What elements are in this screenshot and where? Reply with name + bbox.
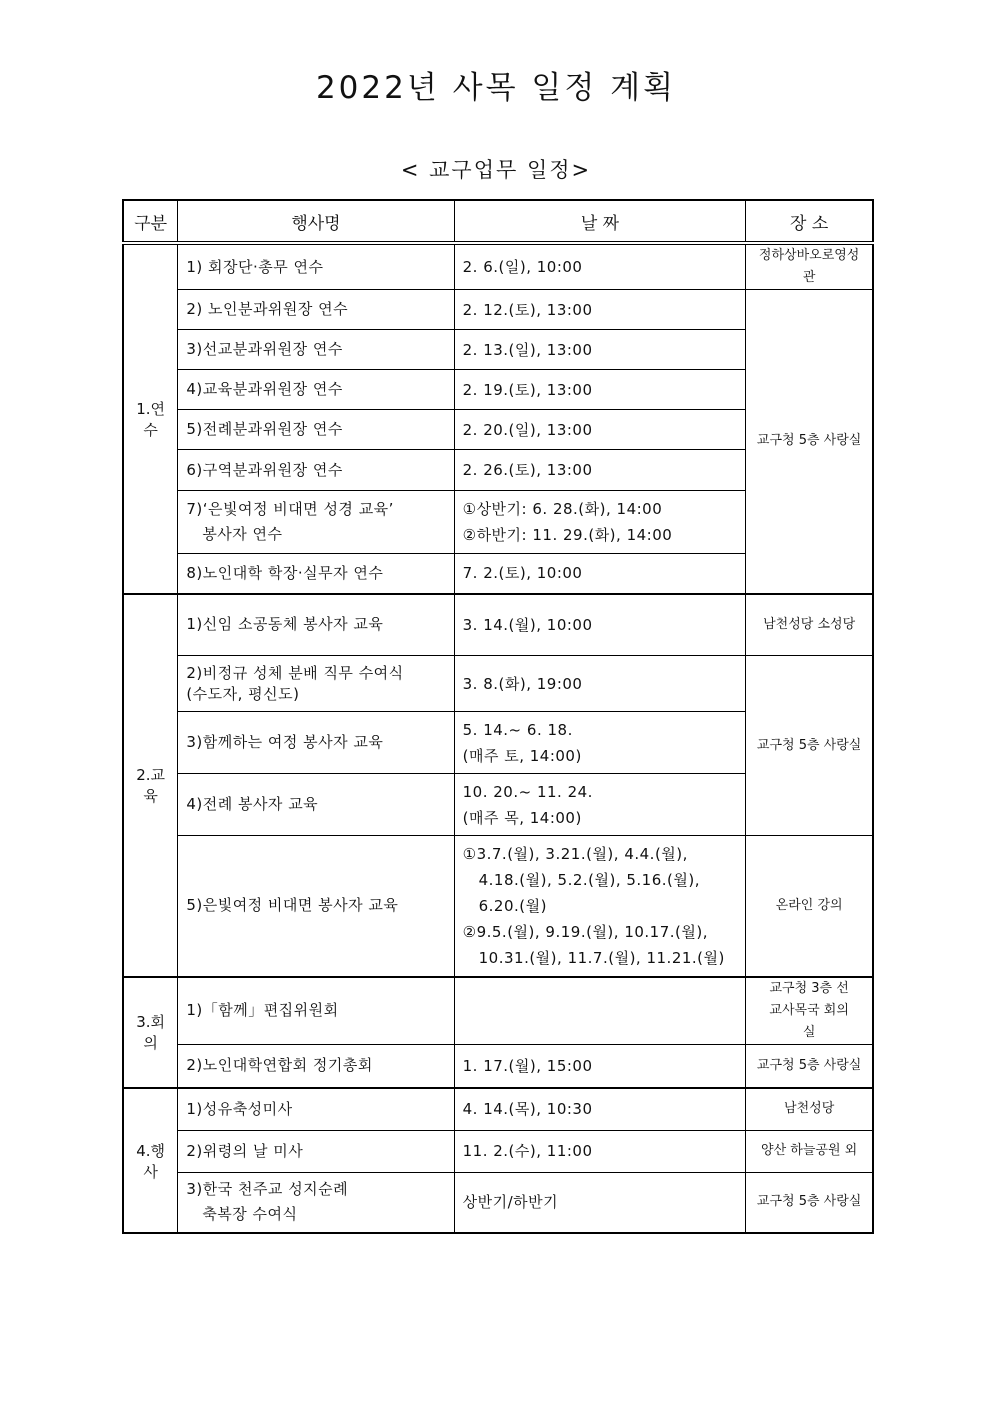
event-name: 4)교육분과위원장 연수: [186, 380, 343, 398]
event-name: 3)함께하는 여정 봉사자 교육: [186, 733, 384, 751]
date-cell: [454, 370, 746, 410]
event-name: 3)한국 천주교 성지순례: [186, 1180, 349, 1199]
page-title: 2022년 사목 일정 계획: [315, 70, 677, 106]
event-name-continued: 축복장 수여식: [202, 1205, 298, 1224]
event-name: 1)신임 소공동체 봉사자 교육: [186, 615, 384, 634]
section-subtitle: < 교구업무 일정>: [400, 158, 592, 182]
event-name: 2)비정규 성체 분배 직무 수여식: [186, 663, 404, 682]
event-name: 4)전례 봉사자 교육: [186, 795, 319, 813]
date-cell: [454, 450, 746, 491]
event-name-cell: [178, 977, 454, 1045]
event-name: 2)위령의 날 미사: [186, 1141, 304, 1160]
date-cell: [454, 977, 746, 1045]
table-row: [123, 594, 873, 656]
place-cell: 교구청 5층 사랑실: [746, 656, 873, 836]
date-cell: [454, 656, 746, 712]
event-name-cell: [178, 656, 454, 712]
event-date: 2. 6.(일), 10:00: [462, 258, 583, 276]
header-event-name: 행사명: [178, 200, 454, 243]
event-date: 2. 26.(토), 13:00: [462, 461, 593, 479]
table-row: [123, 656, 873, 712]
event-name-cell: [178, 594, 454, 656]
date-cell: [454, 1130, 746, 1172]
event-name: 5)은빛여정 비대면 봉사자 교육: [186, 896, 399, 915]
event-name: 7)‘은빛여정 비대면 성경 교육’: [186, 500, 394, 518]
event-date: (매주 토, 14:00): [462, 746, 582, 765]
event-name-cell: [178, 290, 454, 330]
section-events: [123, 1088, 873, 1233]
event-name: 1) 회장단·총무 연수: [186, 257, 324, 276]
event-name: 1)성유축성미사: [186, 1099, 293, 1118]
date-cell: [454, 243, 746, 290]
event-name-cell: [178, 1088, 454, 1130]
place-cell: 양산 하늘공원 외: [746, 1130, 873, 1172]
table-row: [123, 1172, 873, 1233]
date-cell: [454, 836, 746, 977]
date-cell: [454, 774, 746, 836]
date-cell: [454, 410, 746, 450]
event-name-cell: [178, 1172, 454, 1233]
event-date: 상반기/하반기: [462, 1193, 559, 1212]
date-cell: [454, 554, 746, 594]
category-cell: 1.연수: [123, 243, 178, 594]
header-date: 날 짜: [454, 200, 746, 243]
event-date: ②9.5.(월), 9.19.(월), 10.17.(월),: [462, 922, 708, 941]
section-meeting: [123, 977, 873, 1089]
section-education: [123, 594, 873, 977]
place-cell: 남천성당 소성당: [746, 594, 873, 656]
date-cell: [454, 594, 746, 656]
place-cell: 온라인 강의: [746, 836, 873, 977]
table-row: [123, 977, 873, 1045]
event-name-cell: [178, 491, 454, 554]
place-cell: 교구청 5층 사랑실: [746, 1172, 873, 1233]
place-cell: 교구청 5층 사랑실: [746, 1044, 873, 1088]
table-row: [123, 1130, 873, 1172]
event-date: 10. 20.~ 11. 24.: [462, 782, 593, 801]
event-name-cell: [178, 712, 454, 774]
event-date: 11. 2.(수), 11:00: [462, 1142, 593, 1160]
place-cell: 정하상바오로영성관: [746, 243, 873, 290]
event-date: 1. 17.(월), 15:00: [462, 1056, 593, 1075]
event-date: ①3.7.(월), 3.21.(월), 4.4.(월),: [462, 844, 688, 863]
category-cell: 4.행사: [123, 1088, 178, 1233]
event-name: 8)노인대학 학장·실무자 연수: [186, 563, 384, 582]
event-name: 5)전례분과위원장 연수: [186, 420, 343, 438]
event-name-cell: [178, 370, 454, 410]
table-header-row: [123, 200, 873, 243]
event-date: 3. 8.(화), 19:00: [462, 674, 583, 693]
event-name-cell: [178, 410, 454, 450]
place-text: 교구청 3층 선교사목국 회의실: [769, 980, 849, 1040]
table-row: [123, 1088, 873, 1130]
section-training: [123, 243, 873, 594]
event-date: 10.31.(월), 11.7.(월), 11.21.(월): [478, 948, 725, 967]
event-name-cell: [178, 330, 454, 370]
table-row: [123, 1044, 873, 1088]
table-row: [123, 836, 873, 977]
date-cell: [454, 330, 746, 370]
date-cell: [454, 491, 746, 554]
event-name-cell: [178, 450, 454, 491]
date-cell: [454, 1172, 746, 1233]
event-name-cell: [178, 1130, 454, 1172]
event-name-cell: [178, 774, 454, 836]
event-date: 5. 14.~ 6. 18.: [462, 720, 573, 739]
event-name-cell: [178, 243, 454, 290]
event-date: ②하반기: 11. 29.(화), 14:00: [462, 526, 673, 544]
event-name-cell: [178, 836, 454, 977]
date-cell: [454, 712, 746, 774]
date-cell: [454, 290, 746, 330]
place-cell: 교구청 5층 사랑실: [746, 290, 873, 594]
event-name: 2)노인대학연합회 정기총회: [186, 1056, 373, 1075]
event-date: 4.18.(월), 5.2.(월), 5.16.(월),: [478, 870, 701, 889]
place-cell: [746, 977, 873, 1045]
event-name: 1)「함께」편집위원회: [186, 1001, 339, 1019]
place-cell: 남천성당: [746, 1088, 873, 1130]
header-category: 구분: [123, 200, 178, 243]
event-name-continued: (수도자, 평신도): [186, 684, 300, 703]
table-row: [123, 243, 873, 290]
event-date: 4. 14.(목), 10:30: [462, 1100, 593, 1119]
date-cell: [454, 1088, 746, 1130]
schedule-table: [122, 199, 874, 1234]
event-date: ①상반기: 6. 28.(화), 14:00: [462, 500, 663, 518]
event-name: 6)구역분과위원장 연수: [186, 460, 343, 479]
event-date: 2. 13.(일), 13:00: [462, 340, 593, 359]
event-name: 2) 노인분과위원장 연수: [186, 300, 349, 318]
event-date: 2. 19.(토), 13:00: [462, 380, 593, 399]
event-name-cell: [178, 1044, 454, 1088]
event-name-continued: 봉사자 연수: [202, 525, 283, 543]
event-date: (매주 목, 14:00): [462, 808, 582, 827]
event-date: 2. 20.(일), 13:00: [462, 420, 593, 439]
event-date: 7. 2.(토), 10:00: [462, 564, 583, 583]
header-place: 장 소: [746, 200, 873, 243]
event-name: 3)선교분과위원장 연수: [186, 340, 343, 358]
event-date: 6.20.(월): [478, 896, 547, 915]
event-date: 3. 14.(월), 10:00: [462, 615, 593, 634]
category-cell: 2.교육: [123, 594, 178, 977]
table-row: [123, 290, 873, 330]
category-cell: 3.회의: [123, 977, 178, 1089]
event-date: 2. 12.(토), 13:00: [462, 300, 593, 319]
date-cell: [454, 1044, 746, 1088]
event-name-cell: [178, 554, 454, 594]
